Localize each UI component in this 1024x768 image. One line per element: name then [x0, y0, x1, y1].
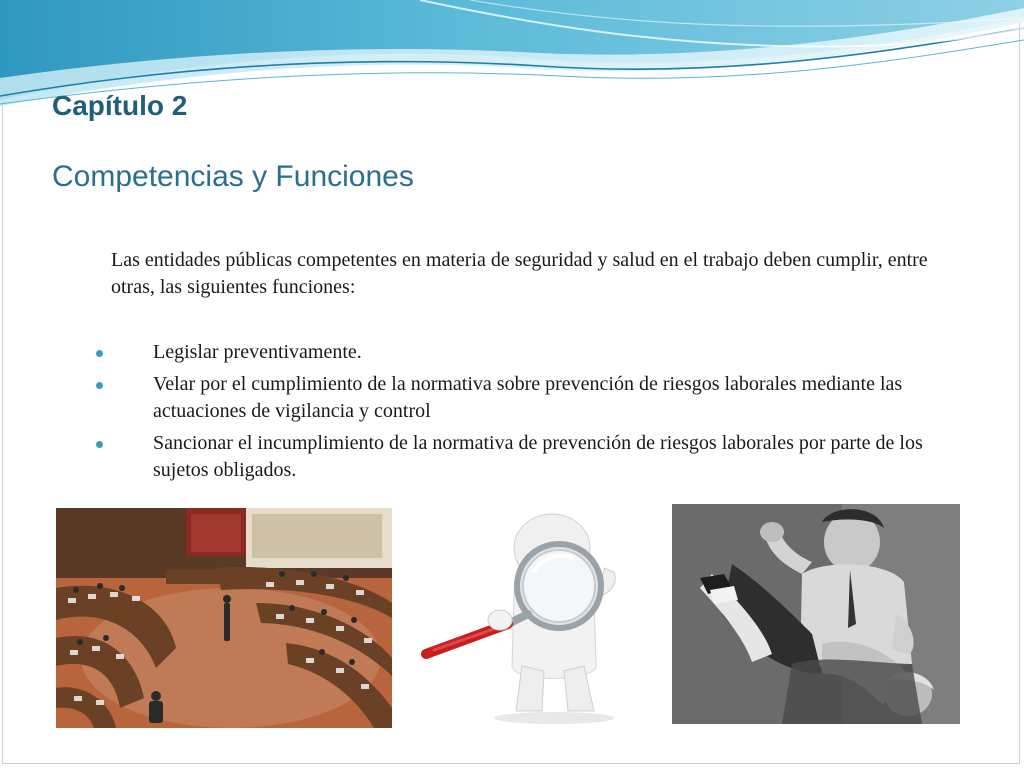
list-item-text: Velar por el cumplimiento de la normativa sobre prevención de riesgos laborales mediante las actuaciones de vigilancia y control — [153, 373, 903, 422]
list-item — [92, 371, 942, 425]
magnifying-glass-figure-image — [404, 506, 672, 728]
function-list — [92, 339, 942, 489]
bullet-icon — [96, 350, 103, 357]
page-subtitle: Competencias y Funciones — [52, 160, 414, 193]
bullet-icon — [96, 382, 103, 389]
list-item — [92, 339, 942, 366]
list-item-text: Legislar preventivamente. — [153, 341, 362, 363]
page-title: Capítulo 2 — [52, 90, 188, 121]
bullet-icon — [96, 441, 103, 448]
parliament-chamber-photo — [56, 508, 392, 728]
intro-paragraph: Las entidades públicas competentes en materia de seguridad y salud en el trabajo deben cumplir, entre otras, las siguientes funciones: — [111, 249, 928, 298]
list-item — [92, 430, 942, 484]
spanking-photo — [672, 504, 960, 724]
list-item-text: Sancionar el incumplimiento de la normativa de prevención de riesgos laborales por parte de los sujetos obligados. — [153, 432, 923, 481]
